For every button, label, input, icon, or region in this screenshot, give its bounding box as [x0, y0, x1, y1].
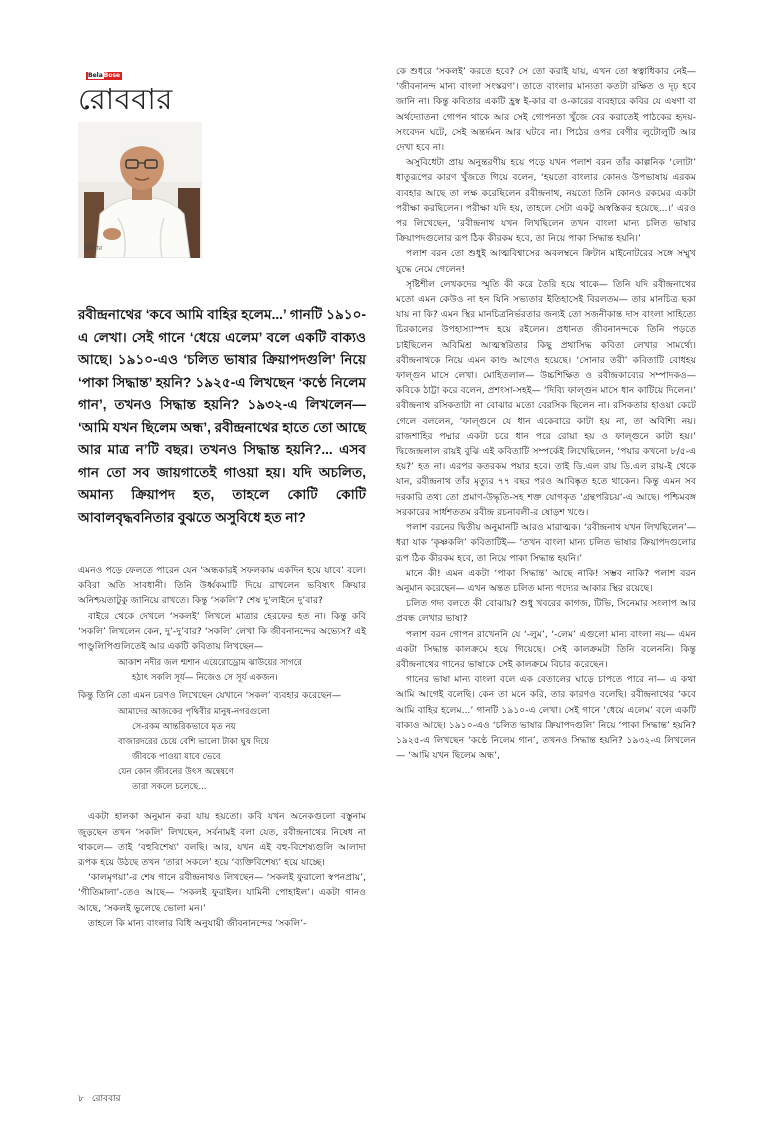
- verse-line: যেন কোন জীবনের উৎস অন্বেষণে: [118, 767, 234, 778]
- footer-section: রোববার: [91, 1094, 121, 1104]
- paragraph: চলিত গদ্য বলতে কী বোঝায়? শুধু খবরের কাগজ, টিভি, সিনেমার সংলাপ আর প্রবন্ধ লেখার ভাষা?: [396, 598, 696, 625]
- verse-line: সে-রকম আন্তরিকভাবে মৃত নয়: [132, 722, 236, 733]
- left-body-text: [78, 563, 366, 931]
- left-column: [78, 72, 366, 931]
- verse-line: আকাশ নদীর জল শ্মশান এয়েরোড্রোম ঝাউয়ের সাগরে: [118, 658, 302, 669]
- author-photo: [78, 122, 202, 258]
- publisher-logo: BelaBose: [88, 72, 121, 79]
- paragraph: পলাশ বরন তো শুধুই আত্মবিশ্বাসের অবলম্বনে ক্রিটান মাইনোটরের সঙ্গে সম্মুখ যুদ্ধে নেমে গেলেন!: [396, 248, 696, 275]
- verse-line: আমাদের আজকের পৃথিবীর মানুষ-নগরগুলো: [118, 707, 270, 718]
- verse-quote-1: [78, 656, 366, 686]
- page-footer: [78, 1091, 129, 1106]
- pull-quote: রবীন্দ্রনাথের ‘কবে আমি বাহির হলেম...’ গানটি ১৯১০-এ লেখা। সেই গানে ‘ধেয়ে এলেম’ বলে একটি বাক্যও আছে। ১৯১০-এও ‘চলিত ভাষার ক্রিয়াপদগুলি’ নিয়ে ‘পাকা সিদ্ধান্ত’ হয়নি? ১৯২৫-এ লিখছেন ‘কণ্ঠে নিলেম গান’, তখনও সিদ্ধান্ত হয়নি? ১৯৩২-এ লিখলেন— ‘আমি যখন ছিলেম অন্ধ’, রবীন্দ্রনাথের হাতে তো আছে আর মাত্র ন’টি বছর। তখনও সিদ্ধান্ত হয়নি?... এসব গান তো সব জায়গাতেই গাওয়া হয়। যদি অচলিত, অমান্য ক্রিয়াপদ হত, তাহলে কোটি কোটি আবালবৃদ্ধবনিতার বুঝতে অসুবিধে হত না?: [78, 307, 366, 525]
- paragraph: অসুবিধেটা প্রায় অনুন্তরণীয় হয়ে পড়ে যখন পলাশ বরন তাঁর কাল্পনিক ‘লোটা’ ধাতুরূপের কারণ খুঁজতে গিয়ে বলেন, ‘হয়তো বাংলার কোনও উপভাষায় এরকম ব্যবহার আছে তা লক্ষ করেছিলেন রবীন্দ্রনাথ, নয়তো তিনি কোনও রকমের একটা পরীক্ষা করছিলেন। পরীক্ষা যদি হয়, তাহলে সেটা একটু অস্বস্তিকর হয়েছে...।’ এরও পর লিখেছেন, ‘রবীন্দ্রনাথ যখন লিখছিলেন তখন বাংলা মান্য চলিত ভাষার ক্রিয়াপদগুলোর রূপ ঠিক কীরকম হবে, তা নিয়ে পাকা সিদ্ধান্ত হয়নি।’: [396, 157, 696, 245]
- paragraph: মানে কী! এমন একটা ‘পাকা সিদ্ধান্ত’ আছে নাকি! সম্ভব নাকি? পলাশ বরন অনুমান করেছেন— এখন অন্তত চলিত মান্য গদ্যের আকার স্থির রয়েছে।: [396, 567, 696, 594]
- paragraph: তাহলে কি মান্য বাংলার বিধি অনুযায়ী জীবনানন্দের ‘সকলি’-: [88, 917, 307, 929]
- paragraph: পলাশ বরনের দ্বিতীয় অনুমানটি আরও মারাত্মক। ‘রবীন্দ্রনাথ যখন লিখছিলেন’— ধরা যাক ‘কৃষ্ণকলি’ কবিতাটিই— ‘তখন বাংলা মান্য চলিত ভাষার ক্রিয়াপদগুলোর রূপ ঠিক কীরকম হবে, তা নিয়ে পাকা সিদ্ধান্ত হয়নি।’: [396, 522, 696, 564]
- verse-quote-2: [78, 705, 366, 795]
- photo-caption: রবিবার: [84, 244, 103, 252]
- verse-line: বাজারদরের চেয়ে বেশি ভালো টাকা ঘুষ দিয়ে: [118, 737, 269, 748]
- portrait-illustration: [78, 122, 202, 258]
- paragraph: একটা হালকা অনুমান করা যায় হয়তো। কবি যখন অনেকগুলো বস্তুনাম জুড়ছেন তখন ‘সকলি’ লিখছেন, সর্বনামই বলা যেত, রবীন্দ্রনাথের নিষেধ না থাকলে— তাই ‘বহুবিশেষ্য’ বলছি। আর, যখন এই বহু-বিশেষ্যগুলি আলাদা রূপক হয়ে উঠছে তখন ‘তারা সকলে’ হয়ে ‘ব্যক্তিবিশেষ্য’ হয়ে যাচ্ছে।: [78, 811, 366, 869]
- magazine-title: রোববার: [78, 82, 173, 116]
- paragraph: বাইরে থেকে দেখলে ‘সকলই’ লিখলে মাত্রার হেরফের হত না। কিন্তু কবি ‘সকলি’ লিখলেন কেন, দু’-দু’বার? ‘সকলি’ লেখা কি জীবনানন্দের অভ্যেস? এই পাণ্ডুলিপিগুলিতেই আর একটি কবিতায় লিখছেন—: [78, 610, 366, 653]
- paragraph: এমনও পড়ে ফেলতে পারেন যেন ‘অন্ধকারই সফলকাম একদিন হয়ে যাবে’ বলে। কবিরা অতি সাবধানী। তিনি উর্ধ্বকমাটি দিয়ে রাখলেন ভবিষ্যৎ ক্রিয়ার অনিশ্চয়তাটুকু জানিয়ে রাখতে। কিন্তু ‘সকলি’? শেষ দু’লাইনে দু’বার?: [78, 565, 366, 607]
- paragraph: কিন্তু তিনি তো এমন চরণও লিখেছেন যেখানে ‘সকল’ ব্যবহার করেছেন—: [78, 690, 342, 702]
- paragraph: পলাশ বরন গোপন রাখেননি যে ‘-লুম’, ‘-লেম’ এগুলো মান্য বাংলা নয়— এমন একটা সিদ্ধান্ত কালক্রমে হয়ে গিয়েছে। সেই কালক্রমটা তিনি বলেননি। কিন্তু রবীন্দ্রনাথের গানের ভাষাকে সেই কালক্রমে বিচার করেছেন।: [396, 628, 696, 670]
- paragraph: ‘কালমৃগয়া’-র শেষ গানে রবীন্দ্রনাথও লিখছেন— ‘সকলই ফুরালো স্বপনপ্রায়’, ‘গীতিমালা’-তেও আছে— ‘সকলই ফুরাইল। যামিনী পোহাইল’। একটা গানও আছে, ‘সকলই ভুলেছে ভোলা মন।’: [78, 872, 366, 914]
- paragraph: গানের ভাষা মান্য বাংলা বলে এক বেতালের ঘাড়ে চাপতে পারে না— এ কথা আমি আগেই বলেছি। কেন তা মনে করি, তার কারণও বলেছি। রবীন্দ্রনাথের ‘কবে আমি বাহির হলেম...’ গানটি ১৯১০-এ লেখা। সেই গানে ‘ধেয়ে এলেম’ বলে একটি বাক্যও আছে। ১৯১০-এও ‘চলিত ভাষার ক্রিয়াপদগুলি’ নিয়ে ‘পাকা সিদ্ধান্ত’ হয়নি? ১৯২৫-এ লিখছেন ‘কণ্ঠে নিলেম গান’, তখনও সিদ্ধান্ত হয়নি? ১৯৩২-এ লিখলেন— ‘আমি যখন ছিলেম অন্ধ’,: [396, 674, 696, 762]
- right-column: [396, 64, 696, 763]
- paragraph: সৃষ্টিশীল লেখকদের স্মৃতি কী করে তৈরি হয়ে থাকে— তিনি যদি রবীন্দ্রনাথের মতো এমন কেউও না হন যিনি সভ্যতার ইতিহাসেই বিরলতম— তার মানচিত্র ছকা যায় না কি? এমন স্থির মানচিত্রনির্ভরতার জন্যই তো সজনীকান্ত দাস বাংলা সাহিত্যে চিরকালের উপহাস্যাস্পদ হয়ে রইলেন। প্রধানত জীবনানন্দকে তিনি পড়তে চাইছিলেন অবিমিশ্র আত্মস্বরিতার কিছু প্রথাসিদ্ধ কবিতা লেখার সামর্থ্যে। রবীন্দ্রনাথকে নিয়ে এমন কাণ্ড আগেও হয়েছে। ‘সোনার তরী’ কবিতাটি বোধহয় ফাল্গুন মাসে লেখা। মোহিতলাল— উচ্চশিক্ষিত ও রবীন্দ্রকাব্যের সম্পাদকও— কবিকে ঠাট্টা করে বলেন, প্রশংসা-সহই— ‘দিব্যি ফাল্গুন মাসে ধান কাটিয়ে দিলেন।’ রবীন্দ্রনাথ রসিকতাটা না বোঝার মতো বেরসিক ছিলেন না। রসিকতার হাওয়া কেটে গেলে বললেন, ‘ফাল্গুনে যে ধান একেবারে কাটা হয় না, তা অবিশ্যি নয়। রাজশাহির পদ্মার একটা চরে ধান পরে রোয়া হয় ও ফাল্গুনে কাটা হয়।’ দ্বিজেন্দ্রলাল রায়ই বুঝি এই কবিতাটি সম্পর্কেই লিখেছিলেন, ‘পয়ার কখনো ৮/৫-এ হয়?’ হত না। এরপর কতরকম পয়ার হবে। তাই ডি.এল রায় ডি.এল রায়-ই থেকে যান, রবীন্দ্রনাথ তাঁর মৃত্যুর ৭৭ বছর পরও আবিষ্কৃত হতে থাকেন। কিন্তু এমন সব দরকারি তথ্য তো প্রমাণ-উদ্ধৃতি-সহ শক্ত যোগকৃত ‘গ্রন্থপরিচয়’-এ আছে। পশ্চিমবঙ্গ সরকারের সার্ধশততম রবীন্দ্র রচনাবলী-র ষোড়শ খণ্ডে।: [396, 278, 696, 518]
- verse-line: জীবকে পাওয়া যাবে ভেবে: [132, 752, 221, 763]
- verse-line: হঠাৎ সকলি সূর্য— নিজেও সে সূর্য একজন।: [132, 673, 278, 684]
- masthead: [78, 72, 366, 120]
- verse-line: তারা সকলে চলেছে...: [132, 782, 207, 793]
- paragraph: কে শুধরে ‘সকলই’ করতে হবে? সে তো করাই যায়, এখন তো স্বত্বাধিকার নেই— ‘জীবনানন্দ মান্য বাংলা সংস্করণ’। তাতে বাংলার মান্যতা কতটা রক্ষিত ও দৃঢ় হবে জানি না। কিন্তু কবিতার একটি হ্রস্ব ই-কার বা ও-কারের ব্যবহারে কবির যে এষণা বা অর্থদ্যোতনা গোপন থাকে আর সেই গোপনতা খুঁজে বের করাতেই পাঠকের হৃদয়-সংবেদন ঘটে, সেই অন্তর্দমন আর ঘটবে না। পিঠের ওপর বেণীর লুটোলুটি আর দেখা হবে না।: [396, 66, 696, 154]
- page-number: ৮: [78, 1094, 84, 1104]
